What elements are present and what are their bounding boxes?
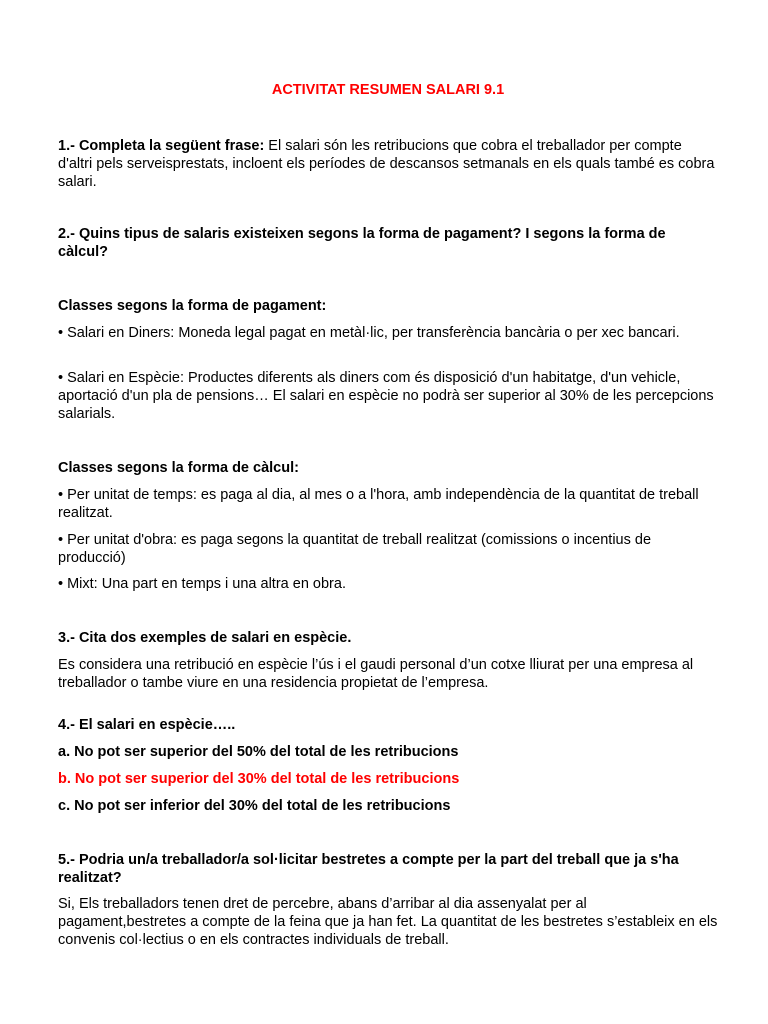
q1-paragraph [58, 137, 718, 191]
q2-question: 2.- Quins tipus de salaris existeixen segons la forma de pagament? I segons la forma de càlcul? [58, 226, 666, 260]
q2-payment-item-diners: • Salari en Diners: Moneda legal pagat en metàl·lic, per transferència bancària o per xec bancari. [58, 325, 680, 341]
q2-payment-heading: Classes segons la forma de pagament: [58, 298, 327, 314]
q3-question: 3.- Cita dos exemples de salari en espècie. [58, 630, 352, 646]
q2-payment-item-especie: • Salari en Espècie: Productes diferents als diners com és disposició d'un habitatge, d'un vehicle, aportació d'un pla de pensions… El salari en espècie no podrà ser superior al 30% de les percepcions salarials. [58, 370, 714, 422]
q2-calc-item-temps: • Per unitat de temps: es paga al dia, al mes o a l'hora, amb independència de la quantitat de treball realitzat. [58, 487, 699, 521]
q4-option-c: c. No pot ser inferior del 30% del total de les retribucions [58, 798, 451, 814]
document-title: ACTIVITAT RESUMEN SALARI 9.1 [271, 82, 505, 98]
q2-calc-item-mixt: • Mixt: Una part en temps i una altra en obra. [58, 576, 346, 592]
q3-answer: Es considera una retribució en espècie l’ús i el gaudi personal d’un cotxe lliurat per una empresa al treballador o tambe viure en una residencia propietat de l’empresa. [58, 657, 694, 691]
q5-answer: Si, Els treballadors tenen dret de percebre, abans d’arribar al dia assenyalat per al pagament,bestretes a compte de la feina que ja han fet. La quantitat de les bestretes s’estableix en els convenis col·lectius o en els contractes individuals de treball. [58, 896, 718, 948]
q2-calc-item-obra: • Per unitat d'obra: es paga segons la quantitat de treball realitzat (comissions o incentius de producció) [58, 532, 652, 566]
q1-question: 1.- Completa la següent frase: [58, 138, 265, 154]
q2-calc-heading: Classes segons la forma de càlcul: [58, 460, 299, 476]
q1-answer: El salari són les retribucions que cobra el treballador per compte d'altri pels serveisprestats, incloent els períodes de descansos setmanals en els quals també es cobra salari. [58, 138, 715, 190]
q4-option-a: a. No pot ser superior del 50% del total de les retribucions [58, 744, 459, 760]
q5-question: 5.- Podria un/a treballador/a sol·licitar bestretes a compte per la part del treball que ja s'ha realitzat? [58, 852, 679, 886]
q4-question: 4.- El salari en espècie….. [58, 717, 236, 733]
q4-option-b: b. No pot ser superior del 30% del total de les retribucions [58, 771, 460, 787]
